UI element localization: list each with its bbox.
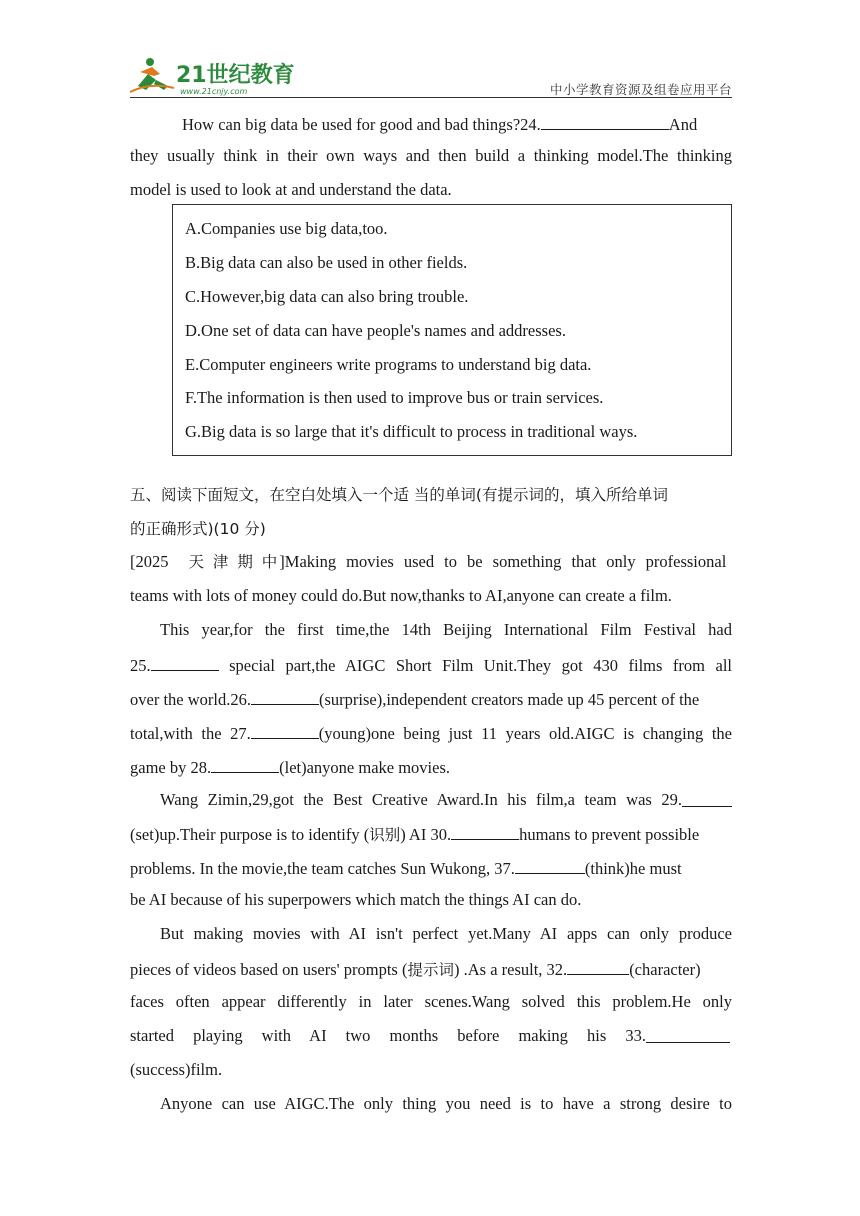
svg-text:www.21cnjy.com: www.21cnjy.com xyxy=(180,87,248,96)
text-line: teams with lots of money could do.But now,thanks to AI,anyone can create a film. xyxy=(130,586,672,605)
text-line: faces often appear differently in later scenes.Wang solved this problem.He only xyxy=(130,992,732,1011)
answer-blank-30[interactable] xyxy=(451,823,519,840)
text-line: (set)up.Their purpose is to identify (识别) AI 30. humans to prevent possible xyxy=(130,825,700,844)
text-line: (success)film. xyxy=(130,1060,223,1079)
option-b: B.Big data can also be used in other fields. xyxy=(185,253,468,272)
answer-blank-27[interactable] xyxy=(251,722,319,739)
section-heading: 五、阅读下面短文，在空白处填入一个适 当的单词(有提示词的，填入所给单词 xyxy=(130,486,668,504)
section-heading: 的正确形式)(10 分) xyxy=(130,520,266,538)
text-line: model is used to look at and understand the data. xyxy=(130,180,452,199)
option-c: C.However,big data can also bring trouble. xyxy=(185,287,469,306)
answer-blank-29[interactable] xyxy=(682,790,732,807)
option-f: F.The information is then used to improve bus or train services. xyxy=(185,388,604,407)
text-line: total,with the 27. (young)one being just 11 years old.AIGC is changing the xyxy=(130,724,732,743)
answer-blank-24[interactable] xyxy=(541,113,669,130)
text-line: [2025 天 津 期 中]Making movies used to be something that only professional xyxy=(130,552,727,571)
option-d: D.One set of data can have people's names and addresses. xyxy=(185,321,566,340)
header-divider xyxy=(130,97,732,98)
text-line: problems. In the movie,the team catches Sun Wukong, 37. (think)he must xyxy=(130,859,682,878)
answer-blank-33[interactable] xyxy=(646,1026,730,1043)
text-line: This year,for the first time,the 14th Beijing International Film Festival had xyxy=(160,620,732,639)
page-header xyxy=(130,50,732,98)
answer-blank-26[interactable] xyxy=(251,688,319,705)
svg-text:21世纪教育: 21世纪教育 xyxy=(176,63,295,88)
logo-21cnjy xyxy=(130,52,300,96)
option-a: A.Companies use big data,too. xyxy=(185,219,388,238)
answer-blank-28[interactable] xyxy=(211,756,279,773)
answer-blank-25[interactable] xyxy=(151,654,219,671)
text-line: game by 28. (let)anyone make movies. xyxy=(130,758,451,777)
text-line: 25. special part,the AIGC Short Film Unit.They got 430 films from all xyxy=(130,656,733,675)
answer-blank-32[interactable] xyxy=(567,958,629,975)
text-line: But making movies with AI isn't perfect yet.Many AI apps can only produce xyxy=(160,924,732,943)
text-line: Wang Zimin,29,got the Best Creative Award.In his film,a team was 29. xyxy=(160,790,732,812)
text-line: How can big data be used for good and bad things?24. And xyxy=(182,115,698,134)
text-line: they usually think in their own ways and then build a thinking model.The thinking xyxy=(130,146,732,165)
text-line: Anyone can use AIGC.The only thing you need is to have a strong desire to xyxy=(160,1094,732,1113)
answer-blank-37[interactable] xyxy=(515,857,585,874)
options-box xyxy=(172,204,732,456)
option-e: E.Computer engineers write programs to understand big data. xyxy=(185,355,592,374)
platform-name: 中小学教育资源及组卷应用平台 xyxy=(549,82,732,97)
text-line: pieces of videos based on users' prompts (提示词) .As a result, 32. (character) xyxy=(130,960,701,979)
text-line: be AI because of his superpowers which match the things AI can do. xyxy=(130,890,582,909)
text-line: started playing with AI two months before making his 33. xyxy=(130,1026,730,1048)
option-g: G.Big data is so large that it's difficult to process in traditional ways. xyxy=(185,422,638,441)
text-line: over the world.26. (surprise),independent creators made up 45 percent of the xyxy=(130,690,700,709)
